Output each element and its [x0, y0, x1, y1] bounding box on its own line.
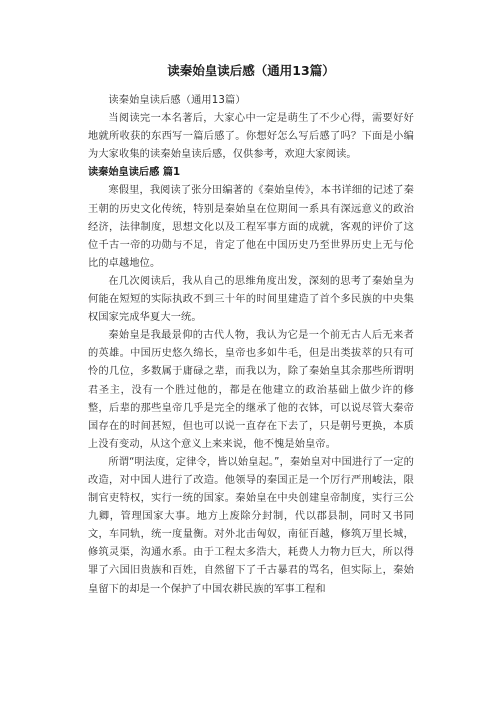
body-paragraph: 所谓“明法度，定律令，皆以始皇起。”，秦始皇对中国进行了一定的改造，对中国人进行了改造。他领导的秦国正是一个厉行严刑峻法，限制官吏特权，实行一统的国家。秦始皇在中央创建皇帝制度，实行三公九卿，管理国家大事。地方上废除分封制，代以郡县制，同时又书同文，车同轨，统一度量衡。对外北击匈奴，南征百越，修筑万里长城，修筑灵渠，沟通水系。由于工程太多浩大，耗费人力物力巨大，所以得罪了六国旧贵族和百姓，自然留下了千古暴君的骂名，但实际上，秦始皇留下的却是一个保护了中国农耕民族的军事工程和	[88, 456, 414, 595]
subtitle-line: 读秦始皇读后感（通用13篇）	[108, 95, 246, 106]
document-title: 读秦始皇读后感（通用13篇）	[167, 63, 335, 78]
intro-paragraph: 当阅读完一本名著后，大家心中一定是萌生了不少心得，需要好好地就所收获的东西写一篇后感了。你想好怎么写后感了吗？下面是小编为大家收集的读秦始皇读后感，仅供参考，欢迎大家阅读。	[88, 113, 414, 161]
section-heading: 读秦始皇读后感 篇1	[88, 167, 181, 179]
body-paragraph: 秦始皇是我最景仰的古代人物，我认为它是一个前无古人后无来者的英雄。中国历史悠久绵长，皇帝也多如牛毛，但是出类拔萃的只有可怜的几位，多数属于庸碌之辈，而我以为，除了秦始皇其余那些所谓明君圣主，没有一个胜过他的，都是在他建立的政治基础上做少许的修整，后辈的那些皇帝几乎是完全的继承了他的衣钵，可以说尽管大秦帝国存在的时间甚短，但也可以说一直存在下去了，只是朝号更换，本质上没有变动，从这个意义上来来说，他不愧是始皇帝。	[88, 330, 414, 450]
body-paragraph: 寒假里，我阅读了张分田编著的《秦始皇传》，本书详细的记述了秦王朝的历史文化传统，特别是秦始皇在位期间一系具有深远意义的政治经济，法律制度，思想文化以及工程军事方面的成就，客观的评价了这位千古一帝的功勋与不足，肯定了他在中国历史乃至世界历史上无与伦比的卓越地位。	[88, 185, 414, 269]
body-paragraph: 在几次阅读后，我从自己的思维角度出发，深刻的思考了秦始皇为何能在短短的实际执政不到三十年的时间里建造了首个多民族的中央集权国家完成华夏大一统。	[88, 275, 414, 324]
